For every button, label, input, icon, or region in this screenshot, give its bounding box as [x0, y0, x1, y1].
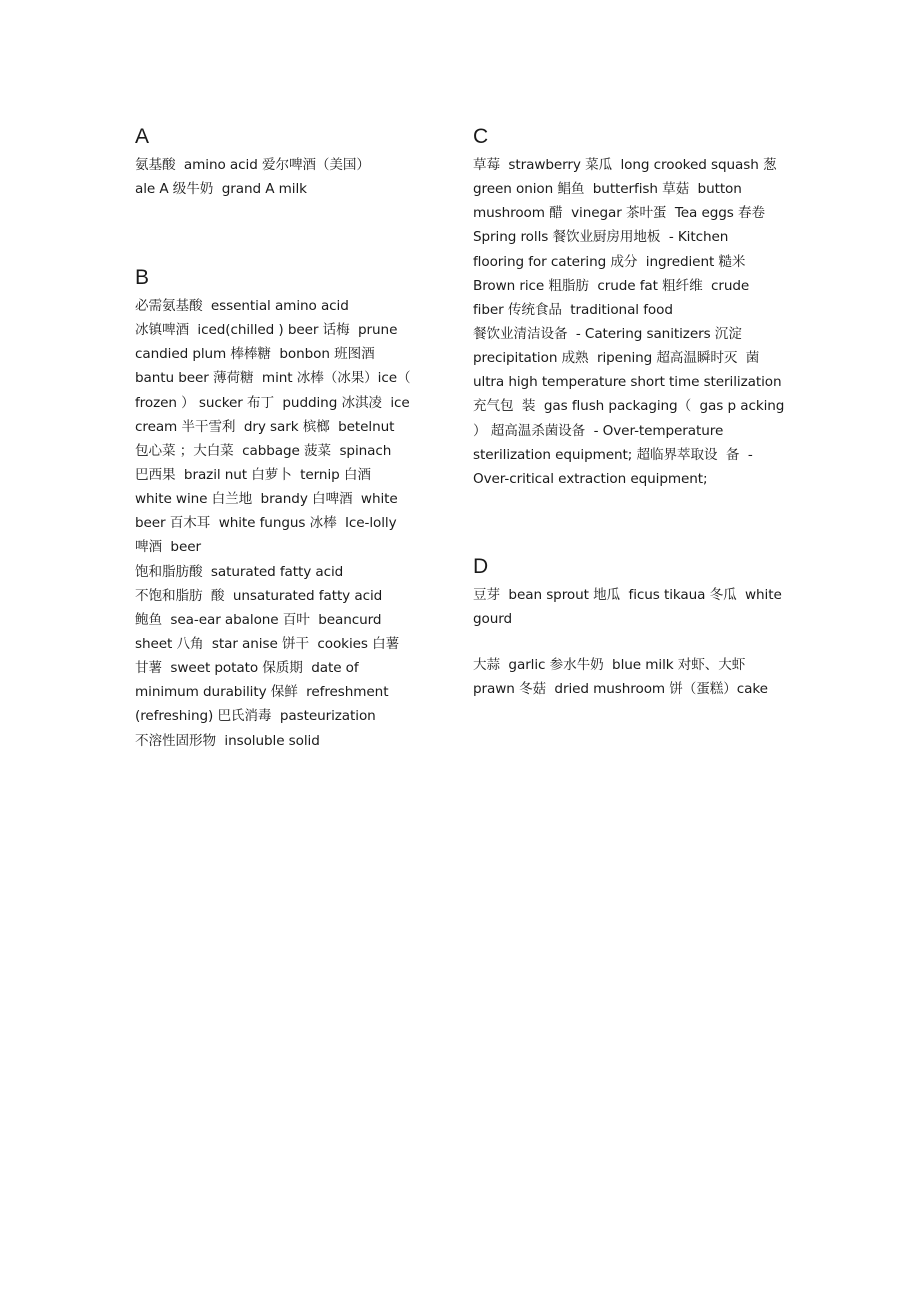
- section-heading: C: [473, 125, 489, 148]
- entry-line: ） 超高温杀菌设备 - Over-temperature: [473, 422, 724, 439]
- entry-line: frozen ） sucker 布丁 pudding 冰淇凌 ice: [135, 394, 410, 411]
- entry-line: mushroom 醋 vinegar 茶叶蛋 Tea eggs 春卷: [473, 205, 765, 222]
- entry-line: green onion 鲳鱼 butterfish 草菇 button: [473, 181, 742, 198]
- entry-line: prawn 冬菇 dried mushroom 饼（蛋糕）cake: [473, 681, 768, 698]
- entry-list: [473, 153, 793, 491]
- entry-line: 不溶性固形物 insoluble solid: [135, 732, 320, 749]
- entry-line: white wine 白兰地 brandy 白啤酒 white: [135, 491, 398, 508]
- section-d: [473, 555, 793, 702]
- entry-line: Brown rice 粗脂肪 crude fat 粗纤维 crude: [473, 277, 750, 294]
- entry-line: 必需氨基酸 essential amino acid: [135, 298, 349, 314]
- entry-line: sterilization equipment; 超临界萃取设 备 -: [473, 446, 753, 463]
- entry-line: 充气包 装 gas flush packaging（ gas p acking: [473, 398, 785, 415]
- entry-line: 巴西果 brazil nut 白萝卜 ternip 白酒: [135, 466, 371, 483]
- entry-line: flooring for catering 成分 ingredient 糙米: [473, 253, 746, 270]
- entry-line: 包心菜 ；大白菜 cabbage 菠菜 spinach: [135, 442, 392, 459]
- entry-line: ultra high temperature short time sterilization: [473, 374, 782, 391]
- entry-list: [135, 294, 425, 753]
- section-heading: D: [473, 555, 489, 578]
- entry-line: sheet 八角 star anise 饼干 cookies 白薯: [135, 635, 400, 652]
- section-heading: A: [135, 125, 150, 148]
- entry-line: (refreshing) 巴氏消毒 pasteurization: [135, 708, 376, 725]
- entry-list: [473, 583, 793, 631]
- entry-line: minimum durability 保鲜 refreshment: [135, 684, 389, 701]
- entry-line: Spring rolls 餐饮业厨房用地板 - Kitchen: [473, 229, 729, 246]
- entry-list: [135, 153, 425, 201]
- entry-line: candied plum 棒棒糖 bonbon 班图酒: [135, 346, 375, 363]
- section-b: [135, 266, 425, 753]
- entry-line: 不饱和脂肪 酸 unsaturated fatty acid: [135, 587, 383, 604]
- section-a: [135, 125, 425, 201]
- entry-line: precipitation 成熟 ripening 超高温瞬时灭 菌: [473, 350, 760, 367]
- section-heading: B: [135, 266, 150, 289]
- entry-line: 冰镇啤酒 iced(chilled ) beer 话梅 prune: [135, 322, 398, 339]
- entry-line: beer 百木耳 white fungus 冰棒 Ice-lolly: [135, 515, 397, 532]
- entry-list-2: [473, 653, 793, 701]
- entry-line: 氨基酸 amino acid 爱尔啤酒（美国）: [135, 157, 370, 173]
- entry-line: 餐饮业清洁设备 - Catering sanitizers 沉淀: [473, 325, 742, 342]
- entry-line: cream 半干雪利 dry sark 槟榔 betelnut: [135, 418, 395, 435]
- entry-line: fiber 传统食品 traditional food: [473, 301, 673, 318]
- entry-line: 啤酒 beer: [135, 539, 201, 556]
- entry-line: ale A 级牛奶 grand A milk: [135, 181, 307, 198]
- entry-line: 饱和脂肪酸 saturated fatty acid: [135, 563, 344, 580]
- entry-line: Over-critical extraction equipment;: [473, 470, 708, 487]
- section-c: [473, 125, 793, 491]
- entry-line: 甘薯 sweet potato 保质期 date of: [135, 660, 359, 677]
- entry-line: 大蒜 garlic 参水牛奶 blue milk 对虾、大虾: [473, 657, 746, 674]
- entry-line: 豆芽 bean sprout 地瓜 ficus tikaua 冬瓜 white: [473, 587, 782, 603]
- entry-line: gourd: [473, 611, 513, 628]
- entry-line: 草莓 strawberry 菜瓜 long crooked squash 葱: [473, 157, 777, 173]
- entry-line: 鲍鱼 sea-ear abalone 百叶 beancurd: [135, 611, 382, 628]
- entry-line: bantu beer 薄荷糖 mint 冰棒（冰果）ice（: [135, 370, 411, 387]
